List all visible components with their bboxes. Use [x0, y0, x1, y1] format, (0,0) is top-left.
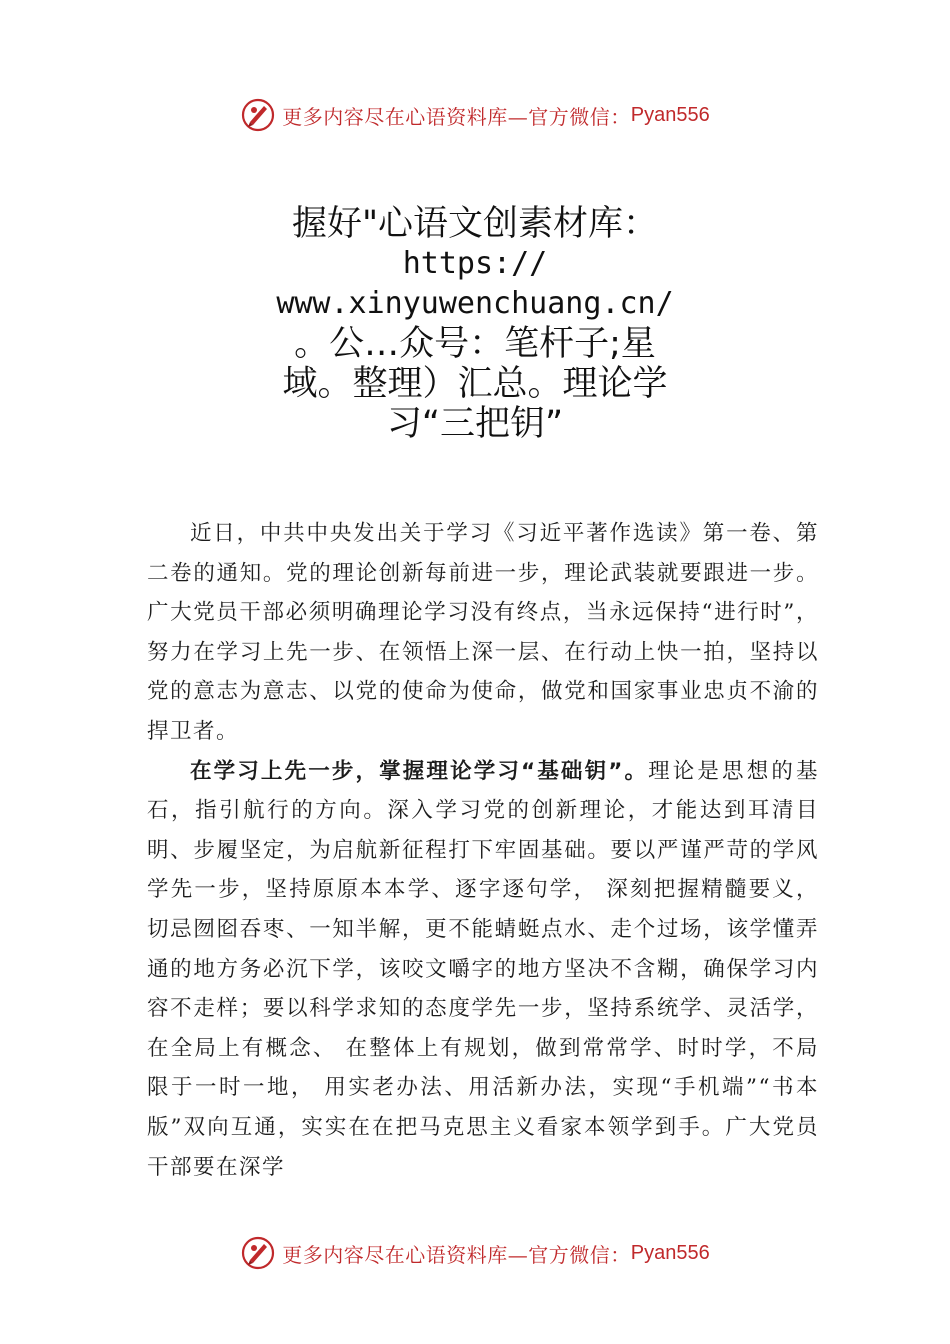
article-body	[147, 514, 819, 1187]
paragraph: 近日，中共中央发出关于学习《习近平著作选读》第一卷、第二卷的通知。党的理论创新每前进一步，理论武装就要跟进一步。广大党员干部必须明确理论学习没有终点，当永远保持“进行时”，努力在学习上先一步、在领悟上深一层、在行动上快一拍，坚持以党的意志为意志、以党的使命为使命，做党和国家事业忠贞不渝的捍卫者。	[147, 521, 819, 744]
banner-text: 更多内容尽在心语资料库—官方微信：	[282, 1242, 631, 1267]
title-line: 习“三把钥”	[386, 404, 564, 444]
banner-handle: Pyan556	[630, 103, 710, 126]
pen-seal-logo-icon	[240, 1235, 276, 1271]
paragraph	[147, 752, 819, 1188]
document-title	[200, 204, 750, 444]
banner-handle: Pyan556	[630, 1241, 710, 1264]
footer-banner	[0, 1228, 950, 1278]
paragraph-lead-heading: 在学习上先一步，掌握理论学习“基础钥”。	[190, 758, 649, 784]
banner-text: 更多内容尽在心语资料库—官方微信：	[282, 104, 631, 129]
title-url-line: www.xinyuwenchuang.cn/	[276, 286, 674, 321]
title-line: 握好"心语文创素材库：	[291, 204, 659, 244]
title-url-line: https://	[402, 246, 548, 281]
paragraph-body: 理论是思想的基石，指引航行的方向。深入学习党的创新理论，才能达到耳清目明、步履坚定，为启航新征程打下牢固基础。要以严谨严苛的学风学先一步，坚持原原本本学、逐字逐句学， 深刻把握精髓要义，切忌囫囵吞枣、一知半解，更不能蜻蜓点水、走个过场，该学懂弄通的地方务必沉下学，该咬文嚼字的地方坚决不含糊，确保学习内容不走样；要以科学求知的态度学先一步，坚持系统学、灵活学，在全局上有概念、 在整体上有规划，做到常常学、时时学，不局限于一时一地， 用实老办法、用活新办法，实现“手机端”“书本版”双向互通，实实在在把马克思主义看家本领学到手。广大党员干部要在深学	[147, 758, 819, 1180]
title-line: 域。整理）汇总。理论学	[282, 364, 668, 404]
pen-seal-logo-icon	[240, 97, 276, 133]
title-line: 。公…众号：笔杆子;星	[294, 324, 656, 364]
header-banner	[0, 90, 950, 140]
